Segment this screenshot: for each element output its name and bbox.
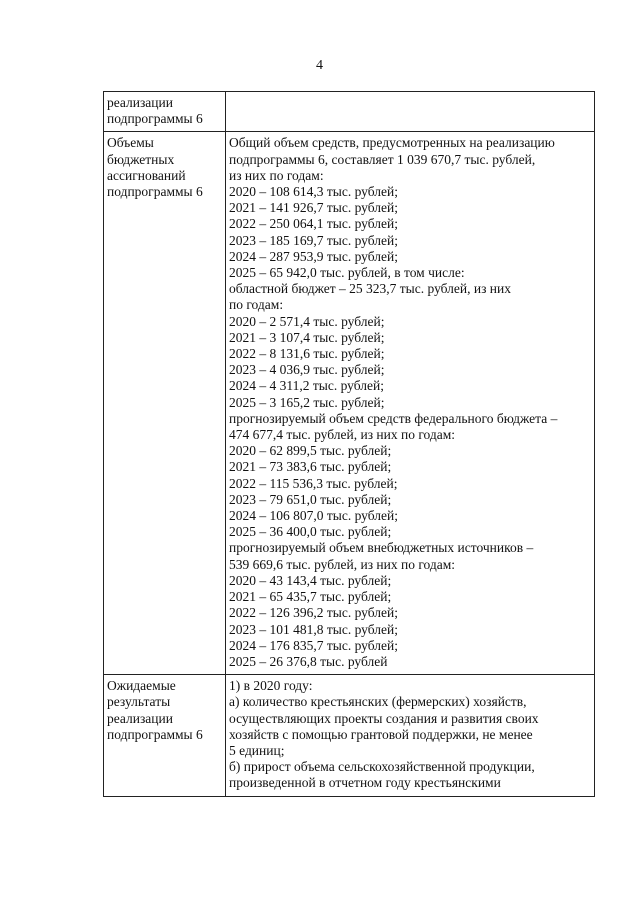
row-content-line: 2025 – 3 165,2 тыс. рублей; — [229, 394, 385, 410]
row-content-line: 474 677,4 тыс. рублей, из них по годам: — [229, 427, 456, 443]
row-content-line: хозяйств с помощью грантовой поддержки, не менее — [229, 726, 533, 742]
row-content-line: прогнозируемый объем средств федерального бюджета – — [229, 410, 558, 426]
row-content-line: 2021 – 73 383,6 тыс. рублей; — [229, 459, 392, 475]
row-content-cell — [226, 675, 595, 796]
row-label-cell — [104, 675, 226, 796]
row-content-line: 539 669,6 тыс. рублей, из них по годам: — [229, 556, 456, 572]
row-label-line: подпрограммы 6 — [107, 726, 203, 742]
row-content-line: 2022 – 126 396,2 тыс. рублей; — [229, 605, 398, 621]
subprogram-passport-table — [103, 91, 595, 797]
row-content-line: 2025 – 65 942,0 тыс. рублей, в том числе: — [229, 265, 465, 281]
row-label-line: результаты — [107, 694, 171, 710]
row-content-line: произведенной в отчетном году крестьянскими — [229, 775, 501, 791]
row-content-line: 1) в 2020 году: — [229, 678, 313, 694]
row-content-line: по годам: — [229, 297, 284, 313]
table-row — [104, 132, 595, 675]
page-number: 4 — [316, 58, 323, 73]
row-content-line: 2020 – 43 143,4 тыс. рублей; — [229, 572, 392, 588]
row-content-line: 2023 – 4 036,9 тыс. рублей; — [229, 362, 385, 378]
row-content-line: областной бюджет – 25 323,7 тыс. рублей, из них — [229, 281, 512, 297]
row-content-line: 2024 – 106 807,0 тыс. рублей; — [229, 508, 398, 524]
row-content-line: 2022 – 8 131,6 тыс. рублей; — [229, 346, 385, 362]
row-label-cell — [104, 92, 226, 132]
row-content-line: 2021 – 141 926,7 тыс. рублей; — [229, 200, 398, 216]
row-content-line: прогнозируемый объем внебюджетных источников – — [229, 540, 534, 556]
row-content-line: 2021 – 3 107,4 тыс. рублей; — [229, 329, 385, 345]
row-label-line: Ожидаемые — [107, 678, 176, 694]
row-content-line: 2020 – 108 614,3 тыс. рублей; — [229, 184, 398, 200]
row-content-cell — [226, 132, 595, 675]
row-label-cell — [104, 132, 226, 675]
row-label-line: подпрограммы 6 — [107, 184, 203, 200]
row-label-line: реализации — [107, 95, 173, 110]
row-content-line: Общий объем средств, предусмотренных на реализацию — [229, 135, 555, 151]
row-content-line: 2024 – 176 835,7 тыс. рублей; — [229, 637, 398, 653]
row-content-line: 5 единиц; — [229, 742, 285, 758]
row-content-line: 2023 – 101 481,8 тыс. рублей; — [229, 621, 398, 637]
row-content-line: из них по годам: — [229, 167, 324, 183]
row-content-line: 2022 – 250 064,1 тыс. рублей; — [229, 216, 398, 232]
table-row — [104, 675, 595, 796]
row-content-line: 2023 – 79 651,0 тыс. рублей; — [229, 491, 392, 507]
row-content-line: 2024 – 4 311,2 тыс. рублей; — [229, 378, 384, 394]
row-label-line: подпрограммы 6 — [107, 111, 203, 127]
row-label-line: реализации — [107, 710, 173, 726]
table-body — [104, 92, 595, 797]
row-content-line: 2025 – 26 376,8 тыс. рублей — [229, 653, 388, 669]
row-content-line: 2022 – 115 536,3 тыс. рублей; — [229, 475, 398, 491]
row-content-line: 2025 – 36 400,0 тыс. рублей; — [229, 524, 392, 540]
row-content-line: б) прирост объема сельскохозяйственной продукции, — [229, 759, 535, 775]
row-label-line: Объемы — [107, 135, 154, 151]
row-content-line: а) количество крестьянских (фермерских) хозяйств, — [229, 694, 527, 710]
row-label-line: ассигнований — [107, 167, 186, 183]
row-content-line: 2021 – 65 435,7 тыс. рублей; — [229, 589, 392, 605]
row-content-cell — [226, 92, 595, 132]
table-row — [104, 92, 595, 132]
row-label-line: бюджетных — [107, 151, 175, 167]
row-content-line: 2020 – 2 571,4 тыс. рублей; — [229, 313, 385, 329]
row-content-line: 2024 – 287 953,9 тыс. рублей; — [229, 248, 398, 264]
row-content-line: 2020 – 62 899,5 тыс. рублей; — [229, 443, 392, 459]
row-content-line: 2023 – 185 169,7 тыс. рублей; — [229, 232, 398, 248]
row-content-line: осуществляющих проекты создания и развития своих — [229, 710, 539, 726]
row-content-line: подпрограммы 6, составляет 1 039 670,7 тыс. рублей, — [229, 151, 536, 167]
